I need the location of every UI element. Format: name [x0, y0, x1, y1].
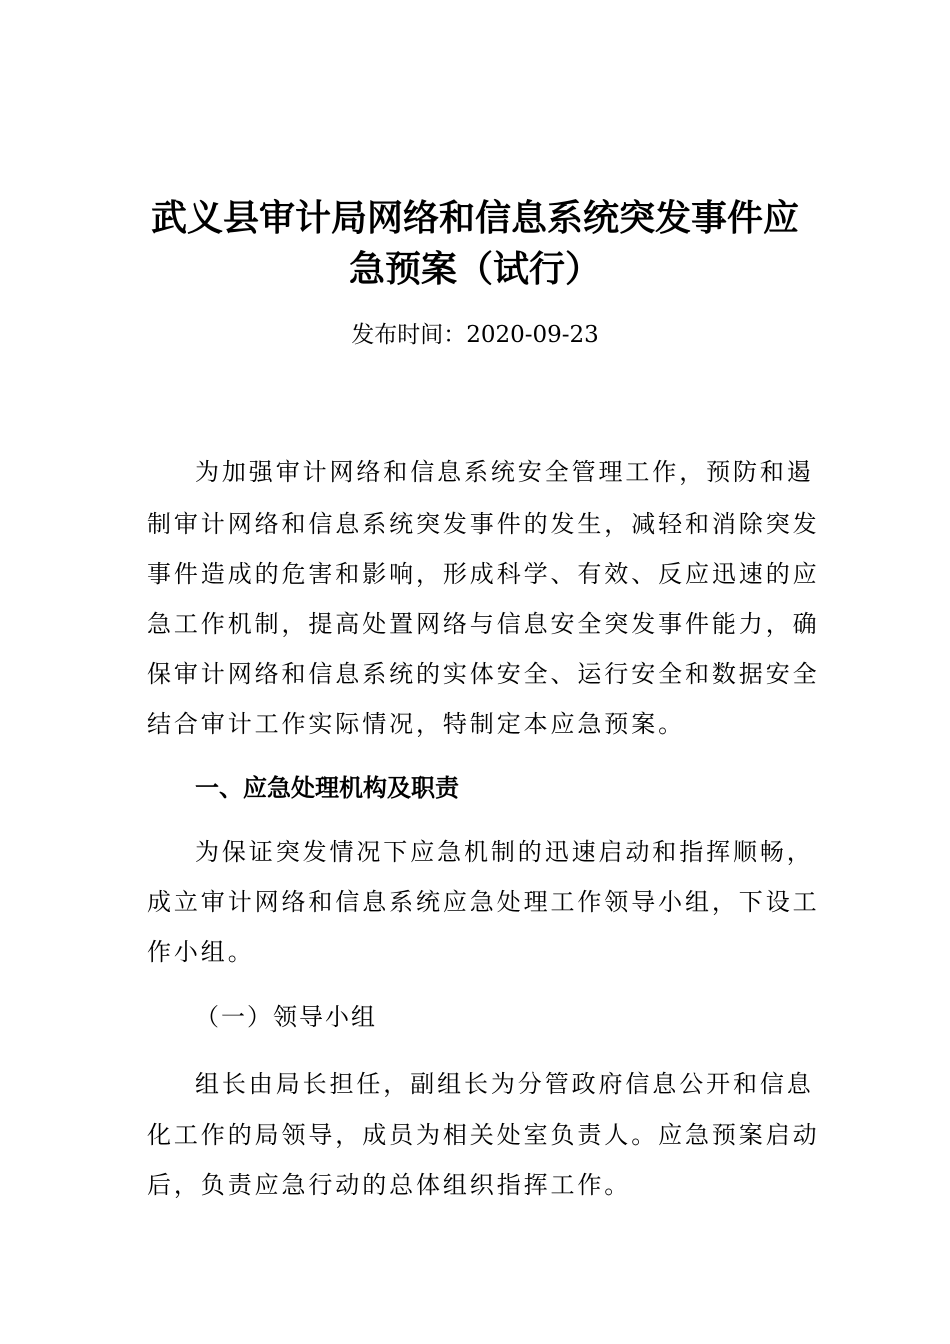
paragraph-1-line-3: 事件造成的危害和影响，形成科学、有效、反应迅速的应 [147, 560, 820, 588]
paragraph-1-line-5: 保审计网络和信息系统的实体安全、运行安全和数据安全 [147, 660, 820, 688]
section-1-line-1: 为保证突发情况下应急机制的迅速启动和指挥顺畅， [195, 838, 814, 866]
section-1-line-2: 成立审计网络和信息系统应急处理工作领导小组，下设工 [147, 888, 820, 916]
publish-date: 发布时间：2020-09-23 [351, 322, 599, 348]
subsection-1-line-1: 组长由局长担任，副组长为分管政府信息公开和信息 [195, 1070, 814, 1098]
paragraph-1-line-1: 为加强审计网络和信息系统安全管理工作，预防和遏 [195, 458, 814, 486]
section-1-line-3: 作小组。 [147, 938, 255, 966]
subsection-1-heading: （一）领导小组 [195, 1003, 377, 1031]
document-title-line-1: 武义县审计局网络和信息系统突发事件应 [150, 197, 799, 239]
subsection-1-line-3: 后，负责应急行动的总体组织指挥工作。 [147, 1171, 632, 1199]
subsection-1-line-2: 化工作的局领导，成员为相关处室负责人。应急预案启动 [147, 1121, 820, 1149]
paragraph-1-line-6: 结合审计工作实际情况，特制定本应急预案。 [147, 710, 685, 738]
paragraph-1-line-4: 急工作机制，提高处置网络与信息安全突发事件能力，确 [147, 610, 820, 638]
document-title-line-2: 急预案（试行） [348, 248, 601, 290]
paragraph-1-line-2: 制审计网络和信息系统突发事件的发生，减轻和消除突发 [147, 510, 820, 538]
section-1-heading: 一、应急处理机构及职责 [195, 774, 459, 802]
